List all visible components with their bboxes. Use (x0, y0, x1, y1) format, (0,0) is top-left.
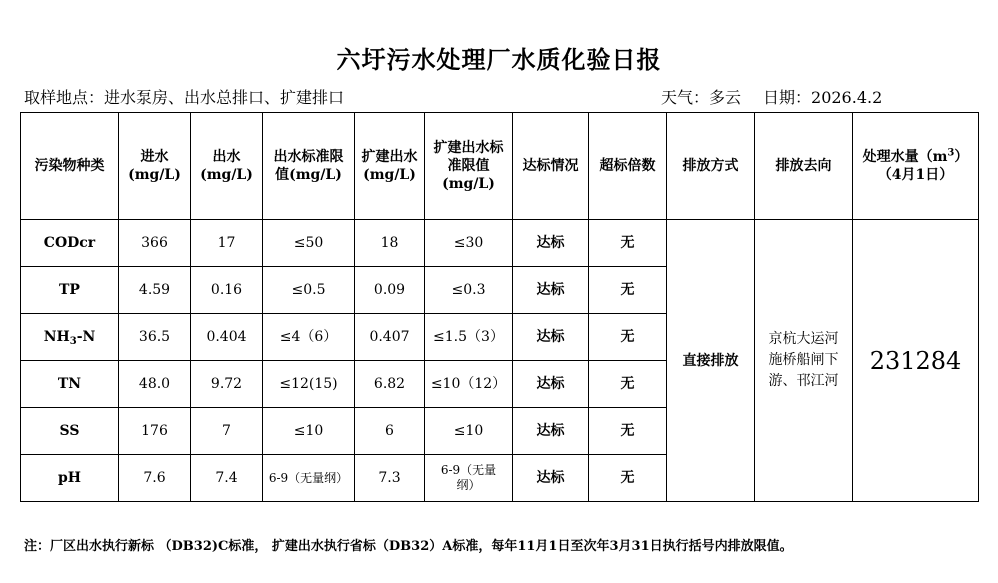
inflow-value: 7.6 (119, 455, 191, 502)
inflow-value: 176 (119, 408, 191, 455)
extension-standard: ≤1.5（3） (425, 314, 513, 361)
pollutant-name: pH (21, 455, 119, 502)
header-exceed-multiple: 超标倍数 (589, 113, 667, 220)
weather: 天气：多云 (661, 88, 742, 107)
exceed-multiple: 无 (589, 220, 667, 267)
header-extension-outflow: 扩建出水 (mg/L) (355, 113, 425, 220)
compliance-status: 达标 (513, 455, 589, 502)
outflow-value: 9.72 (191, 361, 263, 408)
extension-standard: 6-9（无量 纲） (425, 455, 513, 502)
sampling-location: 取样地点：进水泵房、出水总排口、扩建排口 (24, 88, 345, 107)
exceed-multiple: 无 (589, 314, 667, 361)
outflow-standard: ≤12(15) (263, 361, 355, 408)
outflow-standard: ≤10 (263, 408, 355, 455)
outflow-value: 7.4 (191, 455, 263, 502)
exceed-multiple: 无 (589, 361, 667, 408)
treated-volume: 231284 (853, 220, 979, 502)
report-date: 日期：2026.4.2 (763, 88, 883, 107)
inflow-value: 4.59 (119, 267, 191, 314)
outflow-value: 0.16 (191, 267, 263, 314)
extension-outflow-value: 7.3 (355, 455, 425, 502)
footnote: 注：厂区出水执行新标 （DB32)C标准， 扩建出水执行省标（DB32）A标准，每年11月1日至次年3月31日执行括号内排放限值。 (24, 539, 793, 554)
pollutant-name: SS (21, 408, 119, 455)
extension-standard: ≤10（12） (425, 361, 513, 408)
extension-outflow-value: 0.407 (355, 314, 425, 361)
weather-date (661, 85, 882, 108)
outflow-value: 17 (191, 220, 263, 267)
header-row (21, 113, 979, 220)
discharge-destination: 京杭大运河 施桥船闸下 游、邗江河 (755, 220, 853, 502)
exceed-multiple: 无 (589, 267, 667, 314)
pollutant-name: CODcr (21, 220, 119, 267)
outflow-standard: ≤50 (263, 220, 355, 267)
header-inflow: 进水 (mg/L) (119, 113, 191, 220)
extension-outflow-value: 18 (355, 220, 425, 267)
header-pollutant: 污染物种类 (21, 113, 119, 220)
inflow-value: 48.0 (119, 361, 191, 408)
exceed-multiple: 无 (589, 455, 667, 502)
outflow-standard: 6-9（无量纲） (263, 455, 355, 502)
report-title: 六圩污水处理厂水质化验日报 (336, 45, 662, 74)
outflow-standard: ≤0.5 (263, 267, 355, 314)
outflow-value: 0.404 (191, 314, 263, 361)
header-discharge-method: 排放方式 (667, 113, 755, 220)
extension-standard: ≤30 (425, 220, 513, 267)
outflow-standard: ≤4（6） (263, 314, 355, 361)
compliance-status: 达标 (513, 408, 589, 455)
header-compliance: 达标情况 (513, 113, 589, 220)
compliance-status: 达标 (513, 361, 589, 408)
extension-standard: ≤10 (425, 408, 513, 455)
header-discharge-destination: 排放去向 (755, 113, 853, 220)
discharge-method: 直接排放 (667, 220, 755, 502)
extension-outflow-value: 6 (355, 408, 425, 455)
compliance-status: 达标 (513, 314, 589, 361)
table-row (21, 220, 979, 267)
exceed-multiple: 无 (589, 408, 667, 455)
outflow-value: 7 (191, 408, 263, 455)
inflow-value: 366 (119, 220, 191, 267)
header-treated-volume: 处理水量$(m^3)$ （4月1日） (853, 113, 979, 220)
extension-outflow-value: 6.82 (355, 361, 425, 408)
compliance-status: 达标 (513, 220, 589, 267)
extension-outflow-value: 0.09 (355, 267, 425, 314)
header-extension-standard: 扩建出水标 准限值 (mg/L) (425, 113, 513, 220)
pollutant-name: $NH_3-N$ (21, 314, 119, 361)
header-outflow-standard: 出水标准限 值(mg/L) (263, 113, 355, 220)
header-outflow: 出水 (mg/L) (191, 113, 263, 220)
compliance-status: 达标 (513, 267, 589, 314)
extension-standard: ≤0.3 (425, 267, 513, 314)
pollutant-name: TP (21, 267, 119, 314)
water-quality-table (20, 112, 979, 502)
pollutant-name: TN (21, 361, 119, 408)
inflow-value: 36.5 (119, 314, 191, 361)
